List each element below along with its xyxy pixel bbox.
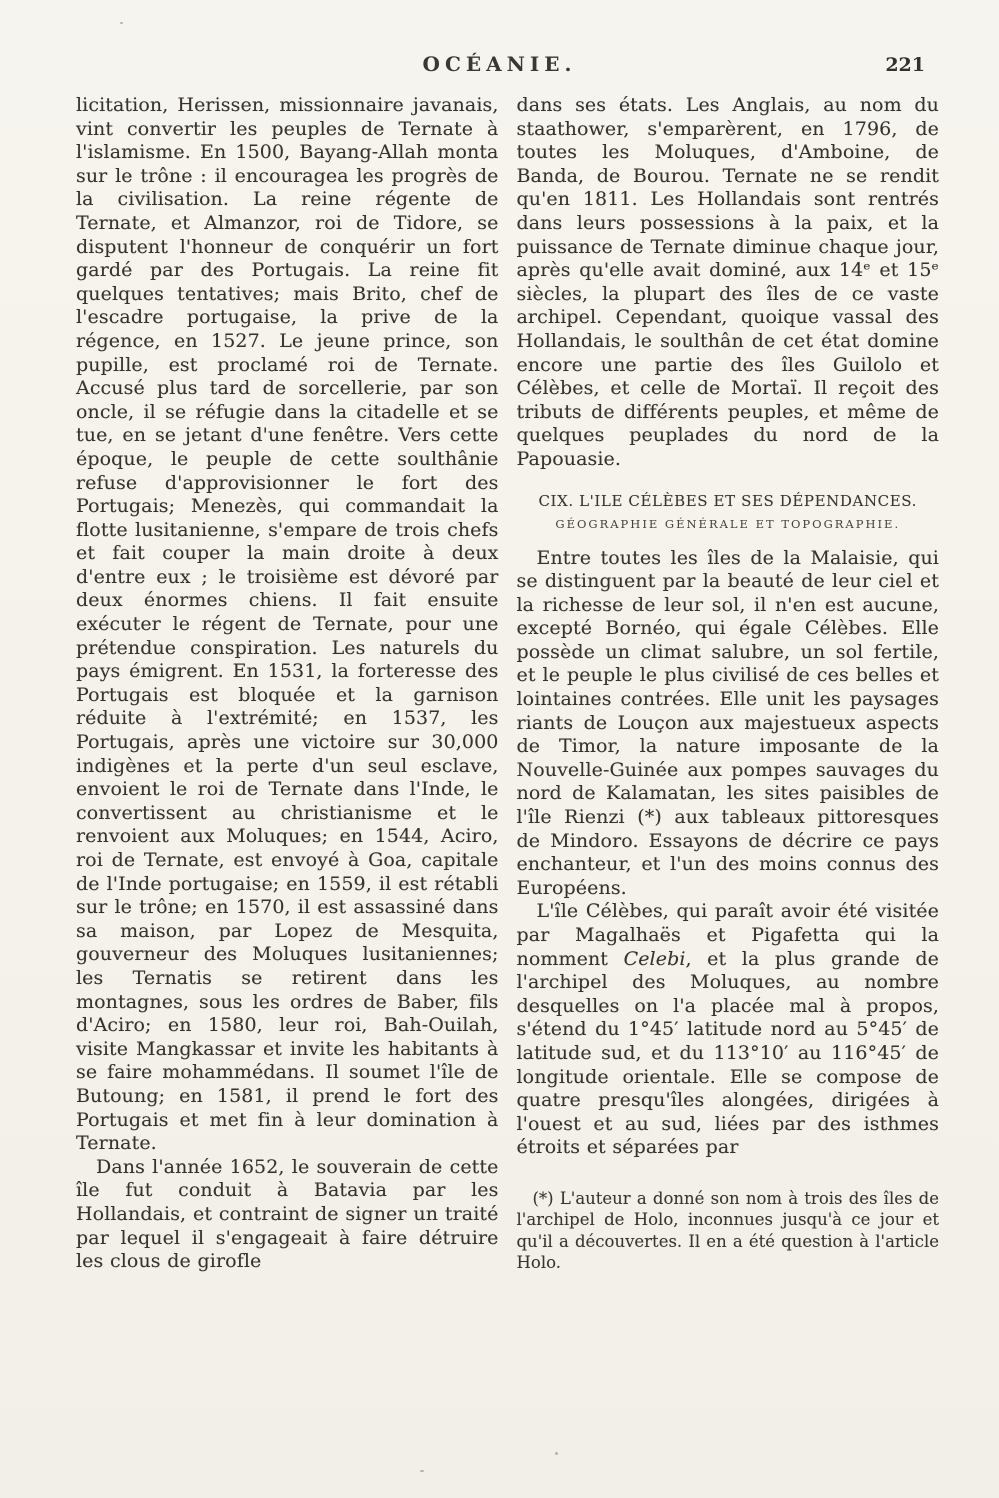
paragraph-celebes-before: L'île Célèbes, qui paraît avoir été visitée par Magalhaës et Pigafetta qui la nomment: [516, 900, 939, 970]
running-title: OCÉANIE.: [422, 52, 577, 76]
text-columns: [76, 94, 939, 1458]
paragraph-continuation: dans ses états. Les Anglais, au nom du staathower, s'emparèrent, en 1796, de toutes les Moluques, d'Amboine, de Banda, de Bourou. Ternate ne se rendit qu'en 1811. Les Hollandais sont rentrés dans leurs possessions à la paix, et la puissance de Ternate diminue chaque jour, après qu'elle avait dominé, aux 14ᵉ et 15ᵉ siècles, la plupart des îles de ce vaste archipel. Cependant, quoique vassal des Hollandais, le soulthân de cet état domine encore une partie des îles Guilolo et Célèbes, et celle de Mortaï. Il reçoit des tributs de différents peuples, et même de quelques peuplades du nord de la Papouasie.: [516, 94, 939, 470]
scan-artifact: [120, 22, 123, 24]
left-column: [76, 94, 499, 1458]
paragraph-celebes: [517, 900, 940, 1160]
section-heading: CIX. L'ILE CÉLÈBES ET SES DÉPENDANCES.: [538, 491, 917, 510]
footnote: (*) L'auteur a donné son nom à trois des îles de l'archipel de Holo, inconnues jusqu'à ce jour et qu'il a découvertes. Il en a été question à l'article Holo.: [516, 1188, 939, 1273]
page-number: 221: [885, 54, 925, 76]
scan-artifact: [420, 1470, 424, 1472]
paragraph-1652-treaty: Dans l'année 1652, le souverain de cette île fut conduit à Batavia par les Hollandais, et contraint de signer un traité par lequel il s'engageait à faire détruire les clous de girofle: [76, 1155, 499, 1273]
paragraph-ternate-history: licitation, Herissen, missionnaire javanais, vint convertir les peuples de Ternate à l'islamisme. En 1500, Bayang-Allah monta sur le trône : il encouragea les progrès de la civilisation. La reine régente de Ternate, et Almanzor, roi de Tidore, se disputent l'honneur de conquérir un fort gardé par des Portugais. La reine fit quelques tentatives; mais Brito, chef de l'escadre portugaise, la prive de la régence, en 1527. Le jeune prince, son pupille, est proclamé roi de Ternate. Accusé plus tard de sorcellerie, par son oncle, il se réfugie dans la citadelle et se tue, en se jetant d'une fenêtre. Vers cette époque, le peuple de cette soulthânie refuse d'approvisionner le fort des Portugais; Menezès, qui commandait la flotte lusitanienne, s'empare de trois chefs et fait couper la main droite à deux d'entre eux ; le troisième est dévoré par deux énormes chiens. Il fait ensuite exécuter le régent de Ternate, pour une prétendue conspiration. Les naturels du pays émigrent. En 1531, la forteresse des Portugais est bloquée et la garnison réduite à l'extrémité; en 1537, les Portugais, après une victoire sur 30,000 indigènes et la perte d'un seul esclave, envoient le roi de Ternate dans l'Inde, le convertissent au christianisme et le renvoient aux Moluques; en 1544, Aciro, roi de Ternate, est envoyé à Goa, capitale de l'Inde portugaise; en 1559, il est rétabli sur le trône; en 1570, il est assassiné dans sa maison, par Lopez de Mesquita, gouverneur des Moluques lusitaniennes; les Ternatis se retirent dans les montagnes, sous les ordres de Baber, fils d'Aciro; en 1580, leur roi, Bah-Ouilah, visite Mangkassar et invite les habitants à se faire mohammédans. Il soumet l'île de Butoung; en 1581, il prend le fort des Portugais et met fin à leur domination à Ternate.: [76, 94, 499, 1155]
paragraph-malaisie: Entre toutes les îles de la Malaisie, qui se distinguent par la beauté de leur ciel et la richesse de leur sol, il n'en est aucune, excepté Bornéo, qui égale Célèbes. Elle possède un climat salubre, un sol fertile, et le peuple le plus civilisé de ces belles et lointaines contrées. Elle unit les paysages riants de Louçon aux majestueux aspects de Timor, la nature imposante de la Nouvelle-Guinée aux pompes sauvages du nord de Kalamatan, les sites paisibles de l'île Rienzi (*) aux tableaux pittoresques de Mindoro. Essayons de décrire ce pays enchanteur, et l'un des moins connus des Européens.: [516, 546, 939, 899]
page-header: [0, 52, 999, 86]
right-column: [517, 94, 940, 1458]
section-subheading: GÉOGRAPHIE GÉNÉRALE ET TOPOGRAPHIE.: [555, 516, 901, 531]
paragraph-celebes-after: , et la plus grande de l'archipel des Moluques, au nombre desquelles on l'a placée mal à propos, s'étend du 1°45′ latitude nord au 5°45′ de latitude sud, et du 113°10′ au 116°45′ de longitude orientale. Elle se compose de quatre presqu'îles alongées, dirigées à l'ouest et au sud, liées par des isthmes étroits et séparées par: [516, 947, 940, 1159]
italic-term-celebi: Celebi: [623, 947, 686, 970]
